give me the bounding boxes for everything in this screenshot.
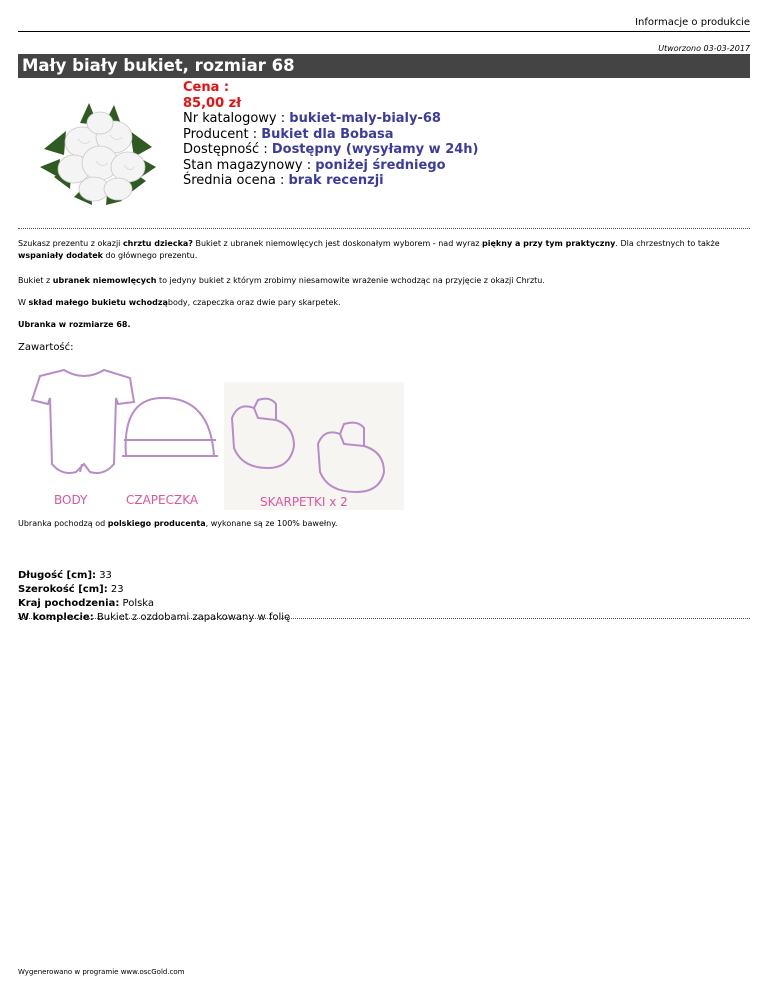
cap-label: CZAPECZKA	[126, 493, 199, 507]
description-paragraph-1	[18, 238, 750, 262]
spec-row	[18, 597, 290, 611]
stock-level: poniżej średniego	[315, 157, 446, 173]
text-bold: wspaniały dodatek	[18, 251, 103, 260]
text: W	[18, 298, 29, 307]
detail-row	[183, 158, 479, 174]
detail-label: Nr katalogowy :	[183, 111, 290, 126]
body-label: BODY	[54, 493, 88, 507]
spec-value: Bukiet z ozdobami zapakowany w folię	[93, 612, 291, 623]
detail-label: Dostępność :	[183, 142, 272, 157]
text: Szukasz prezentu z okazji	[18, 239, 123, 248]
detail-row	[183, 111, 479, 127]
detail-row	[183, 127, 479, 143]
detail-label: Producent :	[183, 126, 262, 142]
detail-label: Stan magazynowy :	[183, 157, 316, 173]
divider-top	[18, 228, 750, 229]
specs-list	[18, 569, 290, 625]
spec-label: W komplecie:	[18, 612, 94, 623]
text-bold: chrztu dziecka?	[122, 239, 193, 248]
text-bold: ubranek niemowlęcych	[52, 276, 157, 285]
text: do głównego prezentu.	[103, 251, 198, 260]
spec-row	[18, 569, 290, 583]
spec-label: Długość [cm]:	[18, 570, 97, 581]
text-bold: skład małego bukietu wchodzą	[28, 298, 168, 307]
socks-label: SKARPETKI x 2	[260, 495, 348, 509]
spec-value: 23	[107, 584, 124, 595]
text-bold: polskiego producenta	[107, 519, 206, 528]
spec-label: Kraj pochodzenia:	[18, 598, 120, 609]
text: Bukiet z ubranek niemowlęcych jest doskonałym wyborem - nad wyraz	[192, 239, 483, 248]
contents-label: Zawartość:	[18, 342, 74, 353]
text: to jedyny bukiet z którym zrobimy niesamowite wrażenie wchodząc na przyjęcie z okazji Chrztu.	[156, 276, 545, 285]
text: Bukiet z	[18, 276, 53, 285]
detail-row	[183, 142, 479, 158]
text: Ubranka pochodzą od	[18, 519, 108, 528]
divider-bottom	[18, 618, 750, 619]
text: . Dla chrzestnych to także	[615, 239, 720, 248]
catalog-number: bukiet-maly-bialy-68	[289, 111, 441, 126]
producer: Bukiet dla Bobasa	[261, 126, 394, 142]
description-paragraph-3	[18, 297, 750, 309]
spec-value: 33	[96, 570, 112, 581]
created-date: Utworzono 03-03-2017	[658, 44, 750, 53]
text: body, czapeczka oraz dwie pary skarpetek.	[167, 298, 341, 307]
text: , wykonane są ze 100% bawełny.	[205, 519, 338, 528]
price-value: 85,00 zł	[183, 95, 242, 111]
page-header: Informacje o produkcie	[18, 16, 750, 32]
product-info	[183, 80, 479, 189]
detail-row	[183, 173, 479, 189]
price-label: Cena :	[183, 80, 230, 95]
spec-label: Szerokość [cm]:	[18, 584, 108, 595]
availability: Dostępny (wysyłamy w 24h)	[271, 142, 479, 157]
clothes-image	[18, 364, 408, 512]
product-title: Mały biały bukiet, rozmiar 68	[18, 54, 750, 78]
text-bold: Ubranka w rozmiarze 68.	[18, 320, 131, 329]
detail-label: Średnia ocena :	[183, 173, 289, 188]
description-paragraph-4	[18, 319, 750, 331]
description-paragraph-5	[18, 518, 750, 530]
footer-text: Wygenerowano w programie www.oscGold.com	[18, 968, 185, 976]
spec-row	[18, 583, 290, 597]
spec-value: Polska	[119, 598, 155, 609]
text-bold: piękny a przy tym praktyczny	[482, 239, 616, 248]
bouquet-image	[34, 97, 164, 209]
description-paragraph-2	[18, 275, 750, 287]
rating: brak recenzji	[288, 173, 384, 188]
